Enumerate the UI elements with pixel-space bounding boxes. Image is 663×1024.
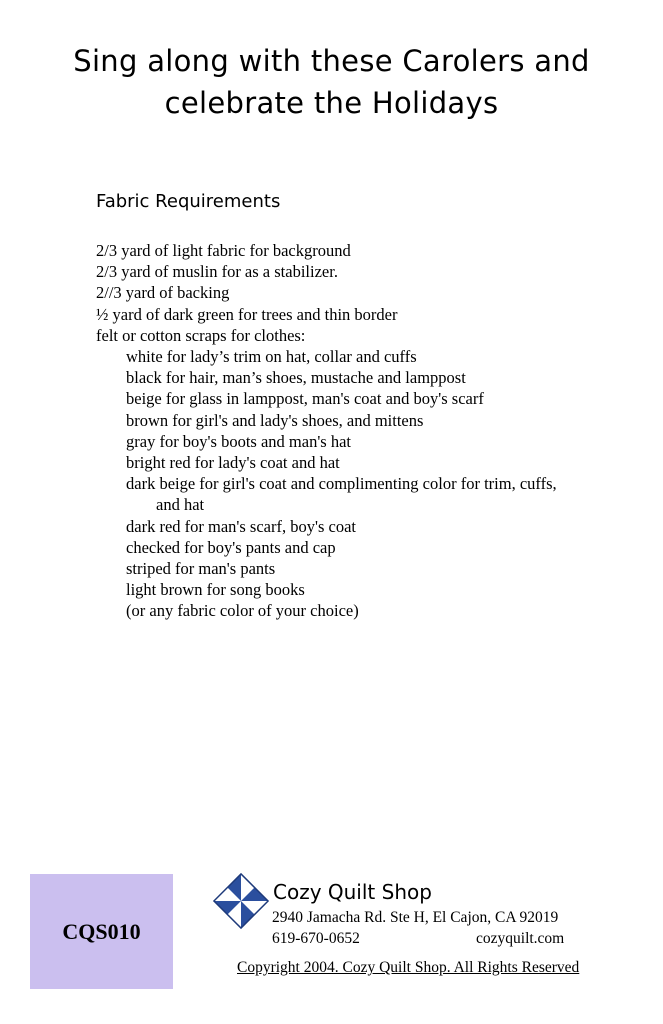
requirement-item: (or any fabric color of your choice): [126, 601, 359, 621]
shop-website[interactable]: cozyquilt.com: [476, 930, 565, 947]
requirement-item: 2/3 yard of light fabric for background: [96, 241, 351, 260]
requirement-item: brown for girl's and lady's shoes, and mittens: [126, 410, 424, 430]
requirement-item: light brown for song books: [126, 580, 305, 600]
requirement-item: dark beige for girl's coat and complimenting color for trim, cuffs,: [126, 474, 557, 494]
shop-name: Cozy Quilt Shop: [273, 880, 432, 904]
pattern-code: CQS010: [62, 918, 141, 944]
requirement-item: 2/3 yard of muslin for as a stabilizer.: [96, 262, 338, 282]
pattern-code-box: [30, 874, 173, 989]
title-line-1: Sing along with these Carolers and: [73, 44, 590, 78]
copyright-notice: Copyright 2004. Cozy Quilt Shop. All Rights Reserved: [237, 959, 580, 976]
requirement-item: 2//3 yard of backing: [96, 283, 230, 303]
shop-address: 2940 Jamacha Rd. Ste H, El Cajon, CA 92019: [272, 909, 559, 926]
fabric-requirements-list: [96, 240, 557, 622]
pinwheel-quilt-block-icon: [212, 872, 270, 930]
requirement-item: beige for glass in lamppost, man's coat and boy's scarf: [126, 389, 484, 409]
requirement-item: dark red for man's scarf, boy's coat: [126, 516, 356, 536]
requirement-item: felt or cotton scraps for clothes:: [96, 325, 306, 345]
fabric-requirements-heading: Fabric Requirements: [96, 191, 281, 212]
requirement-item: checked for boy's pants and cap: [126, 537, 336, 557]
title-line-2: celebrate the Holidays: [164, 86, 499, 120]
requirement-item: striped for man's pants: [126, 559, 276, 579]
requirement-item: bright red for lady's coat and hat: [126, 453, 340, 473]
requirement-item: and hat: [156, 495, 205, 515]
requirement-item: gray for boy's boots and man's hat: [126, 431, 351, 451]
requirement-item: ½ yard of dark green for trees and thin border: [96, 304, 398, 324]
shop-phone: 619-670-0652: [272, 930, 360, 947]
requirement-item: black for hair, man’s shoes, mustache and lamppost: [126, 368, 466, 388]
requirement-item: white for lady’s trim on hat, collar and cuffs: [126, 347, 417, 367]
page-title: [0, 40, 663, 124]
